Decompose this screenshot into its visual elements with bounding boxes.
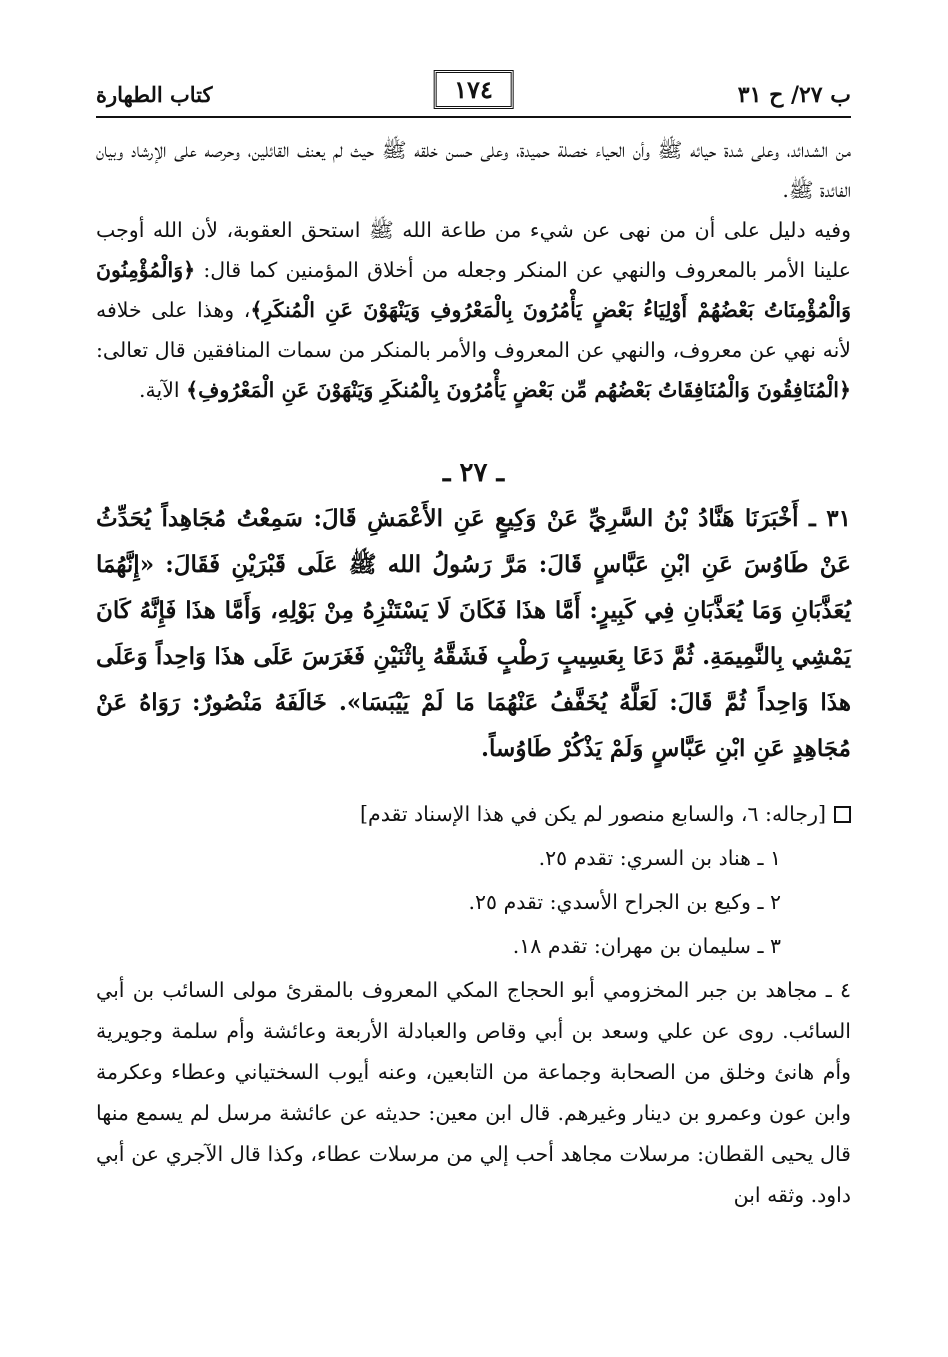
narrator-biography: ٤ ـ مجاهد بن جبر المخزومي أبو الحجاج المكي المعروف بالمقرئ مولى السائب بن أبي السائب. روى عن علي وسعد بن أبي وقاص والعبادلة الأربعة وعائشة وأم سلمة وجويرية وأم هانئ وخلق من الصحابة وجماعة من التابعين، وعنه أيوب السختياني وعطاء وعكرمة وابن عون وعمرو بن دينار وغيرهم. قال ابن معين: حديثه عن عائشة مرسل لم يسمع منها قال يحيى القطان: مرسلات مجاهد أحب إلي من مرسلات عطاء، وكذا قال الآجري عن أبي داود. وثقه ابن (96, 978, 851, 1207)
narrator-item: ٢ ـ وكيع بن الجراح الأسدي: تقدم ٢٥. (468, 890, 781, 914)
narrator-item: ١ ـ هناد بن السري: تقدم ٢٥. (538, 846, 781, 870)
quran-verse-2: ﴿الْمُنَافِقُونَ وَالْمُنَافِقَاتُ بَعْضُهُم مِّن بَعْضٍ يَأْمُرُونَ بِالْمُنكَرِ وَيَنْهَوْنَ عَنِ الْمَعْرُوفِ﴾ (186, 378, 851, 402)
commentary-text-mid: ، وهذا على خلافه لأنه نهي عن معروف، والنهي عن المعروف والأمر بالمنكر من سمات المنافقين قال تعالى: (96, 298, 851, 362)
quran-verse: ﴿وَالْمُؤْمِنُونَ وَالْمُؤْمِنَاتُ بَعْضُهُمْ أَوْلِيَاءُ بَعْضٍ يَأْمُرُونَ بِالْمَعْرُوفِ وَيَنْهَوْنَ عَنِ الْمُنكَرِ﴾ (96, 258, 851, 322)
narrators-heading (96, 794, 851, 834)
page-header (96, 68, 851, 118)
commentary-paragraph-1: من الشدائد، وعلى شدة حيائه ﷺ وأن الحياء خصلة حميدة، وعلى حسن خلقه ﷺ حيث لم يعنف القائلين، وحرصه على الإرشاد وبيان الفائدة ﷺ. (96, 138, 851, 202)
square-bullet-icon (834, 806, 851, 823)
book-page (96, 68, 851, 1216)
narrator-item: ٣ ـ سليمان بن مهران: تقدم ١٨. (512, 934, 781, 958)
book-title: كتاب الطهارة (96, 82, 213, 107)
commentary-paragraph-2 (96, 210, 851, 410)
section-number: ـ ٢٧ ـ (442, 458, 505, 488)
commentary-text-end: الآية. (139, 378, 180, 402)
narrators-heading-text: [رجاله: ٦، والسابع منصور لم يكن في هذا الإسناد تقدم] (360, 802, 826, 826)
hadith-text: ٣١ ـ أَخْبَرَنَا هَنَّادُ بْنُ السَّرِيِّ عَنْ وَكِيعٍ عَنِ الأَعْمَشِ قَالَ: سَمِعْتُ مُجَاهِداً يُحَدِّثُ عَنْ طَاوُسَ عَنِ ابْنِ عَبَّاسٍ قَالَ: مَرَّ رَسُولُ الله ﷺ عَلَى قَبْرَيْنِ فَقَالَ: «إِنَّهُمَا يُعَذَّبَانِ وَمَا يُعَذَّبَانِ فِي كَبِيرٍ: أَمَّا هذَا فَكَانَ لَا يَسْتَنْزِهُ مِنْ بَوْلِهِ، وَأَمَّا هذَا فَإِنَّهُ كَانَ يَمْشِي بِالنَّمِيمَةِ. ثُمَّ دَعَا بِعَسِيبٍ رَطْبٍ فَشَقَّهُ بِاثْنَيْنِ فَغَرَسَ عَلَى هذَا وَاحِداً وَعَلَى هذَا وَاحِداً ثُمَّ قَالَ: لَعَلَّهُ يُخَفَّفُ عَنْهُمَا مَا لَمْ يَيْبَسَا». خَالَفَهُ مَنْصُورٌ: رَوَاهُ عَنْ مُجَاهِدٍ عَنِ ابْنِ عَبَّاسٍ وَلَمْ يَذْكُرْ طَاوُساً. (96, 505, 851, 762)
commentary-text: وفيه دليل على أن من نهى عن شيء من طاعة الله ﷺ استحق العقوبة، لأن الله أوجب علينا الأمر بالمعروف والنهي عن المنكر وجعله من أخلاق المؤمنين كما قال: (96, 218, 851, 282)
page-number: ١٧٤ (433, 70, 514, 109)
chapter-reference: ب ٢٧/ ح ٣١ (737, 82, 851, 108)
